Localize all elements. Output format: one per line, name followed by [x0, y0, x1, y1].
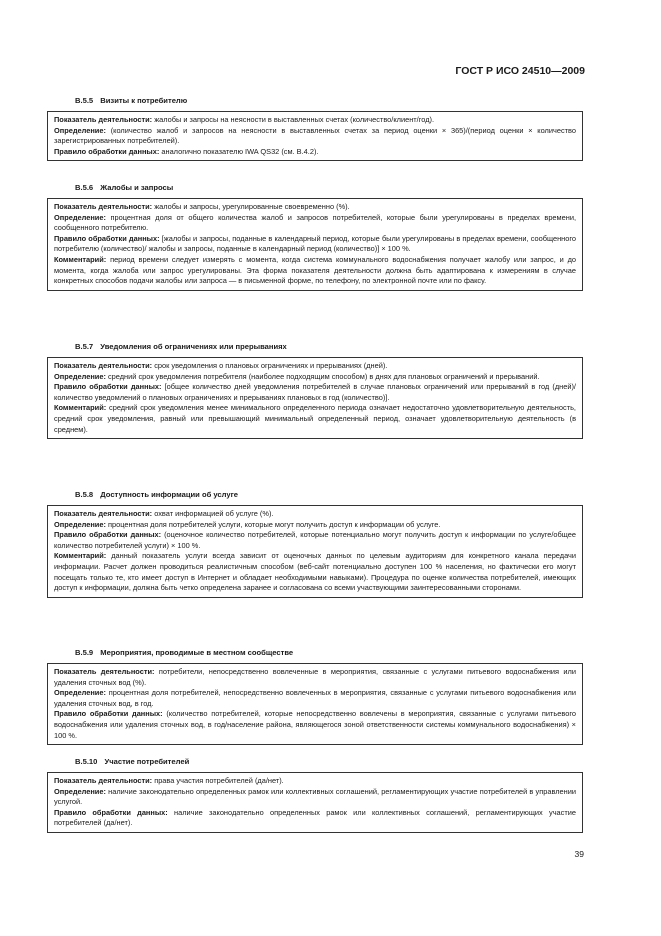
- section-heading: Доступность информации об услуге: [100, 490, 238, 499]
- row-label: Правило обработки данных:: [54, 146, 160, 156]
- definition-row: [54, 688, 576, 709]
- comment-row: [54, 551, 576, 593]
- rule-row: [54, 147, 576, 158]
- section-title: [75, 647, 583, 658]
- section-title: [75, 95, 583, 106]
- document-header: ГОСТ Р ИСО 24510—2009: [455, 65, 585, 77]
- section-title: [75, 341, 583, 352]
- rule-row: [54, 709, 576, 741]
- section-number: B.5.5: [75, 96, 94, 105]
- row-label: Определение:: [54, 212, 106, 222]
- row-label: Показатель деятельности:: [54, 509, 153, 518]
- section-number: B.5.9: [75, 648, 94, 657]
- row-label: Показатель деятельности:: [54, 667, 155, 676]
- section-number: B.5.10: [75, 757, 98, 766]
- section-b-5-6: [47, 182, 583, 291]
- row-text: (количество потребителей, которые непосредственно вовлечены в мероприятия, связанные с услугами питьевого водоснабжения или удаления сточных вод, в год/население района, являющегося зоной ответственности системы коммунального водоснабжения) × 100 %.: [54, 709, 576, 740]
- section-b-5-5: [47, 95, 583, 161]
- definition-row: [54, 520, 576, 531]
- section-heading: Участие потребителей: [104, 757, 190, 766]
- row-text: (количество жалоб и запросов на неясности в выставленных счетах за период оценки × 365)/(период оценки × количество зарегистрированных потребителей).: [54, 125, 576, 146]
- indicator-row: [54, 667, 576, 688]
- row-text: потребители, непосредственно вовлеченные в мероприятия, связанные с услугами питьевого водоснабжения или удаления сточных вод (%).: [54, 667, 576, 687]
- section-number: B.5.6: [75, 183, 94, 192]
- indicator-box: [47, 663, 583, 745]
- row-label: Показатель деятельности:: [54, 361, 153, 370]
- rule-row: [54, 808, 576, 829]
- row-label: Правило обработки данных:: [54, 709, 163, 719]
- row-label: Определение:: [54, 519, 106, 529]
- row-text: данный показатель услуги всегда зависит от оценочных данных по целевым аудиториям для конкретного канала передачи информации. Расчет должен проводиться реалистичным способом (веб-сайт потенциально доступен 100 % населения, но фактически его могут посещать только те, кто имеет доступ в Интернет и обладает необходимыми навыками). Процедура по оценке количества потребителей, имеющих доступ к информации, должна быть четко определена заранее и согласована со всеми участвующими заинтересованными сторонами.: [54, 551, 576, 593]
- section-title: [75, 489, 583, 500]
- row-label: Правило обработки данных:: [54, 807, 168, 817]
- section-number: B.5.8: [75, 490, 94, 499]
- row-text: средний срок уведомления потребителя (наиболее подходящим способом) в днях для плановых ограничений и прерываний.: [105, 371, 540, 381]
- row-label: Показатель деятельности:: [54, 115, 153, 124]
- row-text: наличие законодательно определенных рамок или коллективных соглашений, регламентирующих участие потребителей (да/нет).: [54, 807, 576, 828]
- row-label: Правило обработки данных:: [54, 233, 160, 243]
- row-text: жалобы и запросы, урегулированные своевременно (%).: [152, 202, 350, 211]
- row-text: средний срок уведомления менее минимального определенного периода означает недостаточно удовлетворительную деятельность, средний срок уведомления, равный или превышающий минимальный определенный период, означает удовлетворительную деятельность (в среднем).: [54, 403, 576, 434]
- row-text: аналогично показателю IWA QS32 (см. B.4.2).: [159, 146, 319, 156]
- section-heading: Визиты к потребителю: [100, 96, 188, 105]
- comment-row: [54, 255, 576, 287]
- indicator-row: [54, 361, 576, 372]
- row-text: права участия потребителей (да/нет).: [152, 776, 284, 785]
- row-label: Определение:: [54, 786, 106, 796]
- indicator-row: [54, 202, 576, 213]
- section-heading: Жалобы и запросы: [100, 183, 174, 192]
- indicator-box: [47, 111, 583, 161]
- rule-row: [54, 382, 576, 403]
- section-b-5-10: [47, 756, 583, 833]
- row-text: [жалобы и запросы, поданные в календарный период, которые были урегулированы в пределах времени, сообщенного потребителю (количество)/ жалобы и запросы, поданные в календарный период (количество)] × 100 %.: [54, 233, 576, 254]
- row-text: охват информацией об услуге (%).: [152, 509, 274, 518]
- indicator-box: [47, 357, 583, 439]
- section-title: [75, 182, 583, 193]
- definition-row: [54, 126, 576, 147]
- definition-row: [54, 372, 576, 383]
- row-label: Определение:: [54, 125, 106, 135]
- section-b-5-8: [47, 489, 583, 598]
- row-label: Правило обработки данных:: [54, 382, 162, 392]
- row-label: Определение:: [54, 371, 106, 381]
- section-heading: Уведомления об ограничениях или прерываниях: [100, 342, 287, 351]
- indicator-box: [47, 198, 583, 291]
- row-label: Комментарий:: [54, 551, 107, 561]
- indicator-row: [54, 776, 576, 787]
- section-number: B.5.7: [75, 342, 94, 351]
- row-text: (оценочное количество потребителей, которые потенциально могут получить доступ к информации по услуге/общее количество потребителей услуги) × 100 %.: [54, 530, 576, 550]
- definition-row: [54, 787, 576, 808]
- indicator-box: [47, 505, 583, 598]
- indicator-row: [54, 509, 576, 520]
- row-text: срок уведомления о плановых ограничениях и прерываниях (дней).: [152, 361, 388, 370]
- row-text: процентная доля потребителей услуги, которые могут получить доступ к информации об услуге.: [105, 519, 441, 529]
- indicator-row: [54, 115, 576, 126]
- row-label: Показатель деятельности:: [54, 776, 153, 785]
- section-b-5-7: [47, 341, 583, 439]
- rule-row: [54, 234, 576, 255]
- section-heading: Мероприятия, проводимые в местном сообществе: [100, 648, 294, 657]
- row-label: Показатель деятельности:: [54, 202, 153, 211]
- row-text: период времени следует измерять с момента, когда система коммунального водоснабжения получает жалобу или запрос, и до момента, когда жалоба или запрос урегулированы. Эта форма показателя деятельности должна быть адаптирована к измерениям в случае конкретных способов подачи жалобы или запроса — в письменной форме, по телефону, по электронной почте или по факсу.: [54, 254, 576, 286]
- indicator-box: [47, 772, 583, 833]
- row-label: Определение:: [54, 688, 106, 698]
- row-label: Комментарий:: [54, 403, 107, 413]
- row-label: Комментарий:: [54, 254, 107, 264]
- row-label: Правило обработки данных:: [54, 530, 162, 540]
- row-text: наличие законодательно определенных рамок или коллективных соглашений, регламентирующих участие потребителей в управлении услугой.: [54, 786, 576, 807]
- section-title: [75, 756, 583, 767]
- row-text: жалобы и запросы на неясности в выставленных счетах (количество/клиент/год).: [152, 115, 435, 124]
- section-b-5-9: [47, 647, 583, 745]
- page-number: 39: [574, 849, 584, 859]
- comment-row: [54, 403, 576, 435]
- rule-row: [54, 530, 576, 551]
- row-text: процентная доля от общего количества жалоб и запросов потребителей, которые были урегулированы в пределах времени, сообщенного потребителю.: [54, 212, 576, 233]
- row-text: процентная доля потребителей, непосредственно вовлеченных в мероприятия, связанные с услугами питьевого водоснабжения или удаления сточных вод, в год.: [54, 688, 576, 708]
- row-text: [общее количество дней уведомления потребителей в случае плановых ограничений или прерываний в год (дней)/ количество уведомлений о плановых ограничениях и прерываниях плановых в год (количество)].: [54, 382, 576, 402]
- definition-row: [54, 213, 576, 234]
